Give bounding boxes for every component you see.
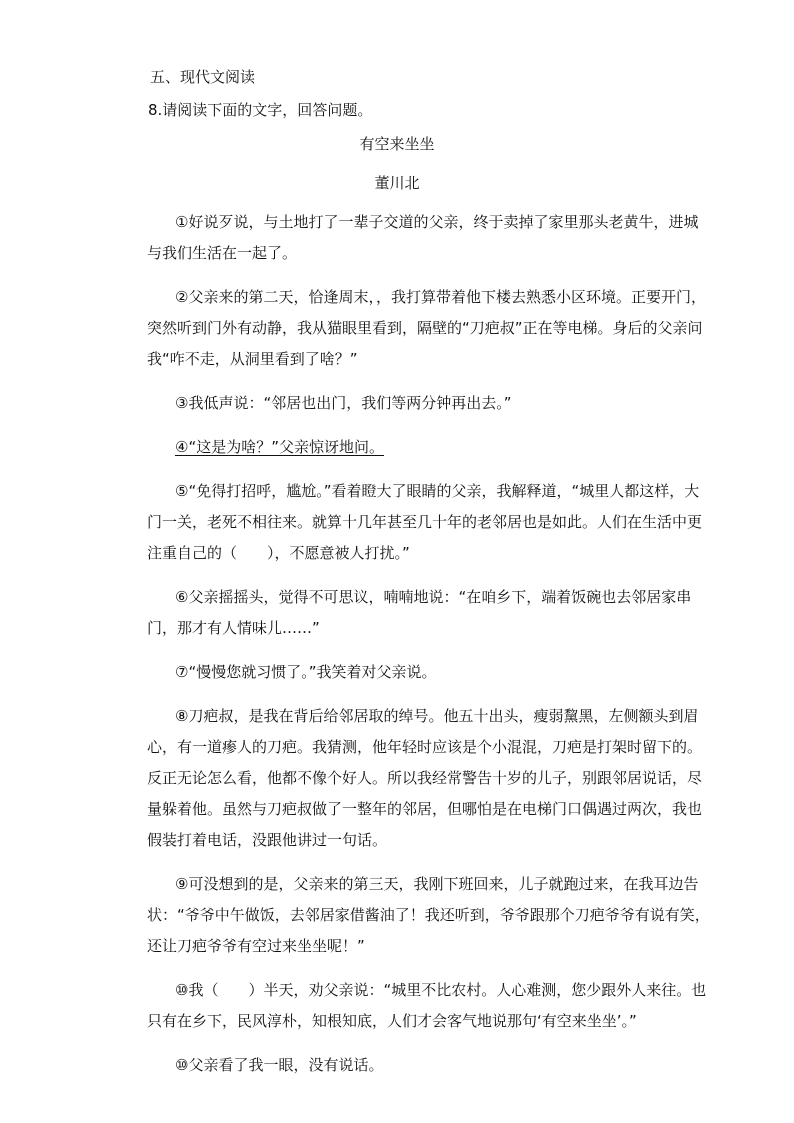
paragraph-line: 我“咋不走，从洞里看到了啥？” (147, 350, 358, 368)
paragraph-5 (147, 476, 703, 569)
paragraph-line: 状：“爷爷中午做饭，去邻居家借酱油了！我还听到，爷爷跟那个刀疤爷爷有说有笑， (147, 906, 710, 924)
paragraph-2 (147, 282, 706, 375)
paragraph-1 (147, 207, 699, 269)
paragraph-line: 量躲着他。虽然与刀疤叔做了一整年的邻居，但哪怕是在电梯门口偶遇过两次，我也 (147, 800, 703, 818)
paragraph-3 (147, 388, 687, 419)
paragraph-4 (147, 432, 687, 463)
paragraph-line: ⑨可没想到的是，父亲来的第三天，我刚下班回来，儿子就跑过来，在我耳边告 (175, 875, 699, 893)
paragraph-line: 反正无论怎么看，他都不像个好人。所以我经常警告十岁的儿子，别跟邻居说话，尽 (147, 769, 703, 787)
paragraph-line: 心，有一道瘆人的刀疤。我猜测，他年轻时应该是个小混混，刀疤是打架时留下的。 (147, 738, 703, 756)
article-title: 有空来坐坐 (359, 135, 435, 153)
paragraph-line: 只有在乡下，民风淳朴，知根知底，人们才会客气地说那句‘有空来坐坐’。” (147, 1012, 637, 1030)
paragraph-line: 与我们生活在一起了。 (147, 244, 298, 262)
paragraph-line: ⑤“免得打招呼，尴尬。”看着瞪大了眼睛的父亲，我解释道，“城里人都这样，大 (175, 482, 700, 500)
paragraph-line: 还让刀疤爷爷有空过来坐坐呢！” (147, 937, 365, 955)
paragraph-line: ⑩我（ ）半天，劝父亲说：“城里不比农村。人心难测，您少跟外人来往。也 (175, 981, 707, 999)
paragraph-7 (147, 657, 687, 688)
paragraph-line: ②父亲来的第二天，恰逢周末，，我打算带着他下楼去熟悉小区环境。正要开门， (175, 288, 706, 306)
paragraph-6 (147, 582, 692, 644)
paragraph-line: 注重自己的（ ），不愿意被人打扰。” (147, 544, 410, 562)
underlined-sentence: ④“这是为啥？”父亲惊讶地问。 (175, 438, 384, 456)
section-heading: 五、现代文阅读 (150, 68, 256, 86)
paragraph-9 (147, 869, 710, 962)
paragraph-line: ⑥父亲摇摇头，觉得不可思议，喃喃地说：“在咱乡下，端着饭碗也去邻居家串 (175, 588, 692, 606)
paragraph-line: ⑩父亲看了我一眼，没有说话。 (175, 1056, 384, 1074)
paragraph-11 (147, 1050, 687, 1081)
article-body (147, 207, 710, 1094)
article-author: 董川北 (374, 174, 420, 192)
paragraph-line: 突然听到门外有动静，我从猫眼里看到，隔壁的“刀疤叔”正在等电梯。身后的父亲问 (147, 319, 703, 337)
paragraph-line: 门一关，老死不相往来。就算十几年甚至几十年的老邻居也是如此。人们在生活中更 (147, 513, 703, 531)
paragraph-10 (147, 975, 707, 1037)
paragraph-line: ①好说歹说，与土地打了一辈子交道的父亲，终于卖掉了家里那头老黄牛，进城 (175, 213, 699, 231)
paragraph-line: 假装打着电话，没跟他讲过一句话。 (147, 831, 388, 849)
paragraph-line: ⑦“慢慢您就习惯了。”我笑着对父亲说。 (175, 663, 437, 681)
paragraph-line: ③我低声说：“邻居也出门，我们等两分钟再出去。” (175, 394, 512, 412)
question-prompt: 8.请阅读下面的文字，回答问题。 (148, 101, 373, 119)
paragraph-line: 门，那才有人情味儿……” (147, 619, 320, 637)
paragraph-line: ⑧刀疤叔，是我在背后给邻居取的绰号。他五十出头，瘦弱黧黑，左侧额头到眉 (175, 707, 699, 725)
paragraph-8 (147, 701, 703, 856)
